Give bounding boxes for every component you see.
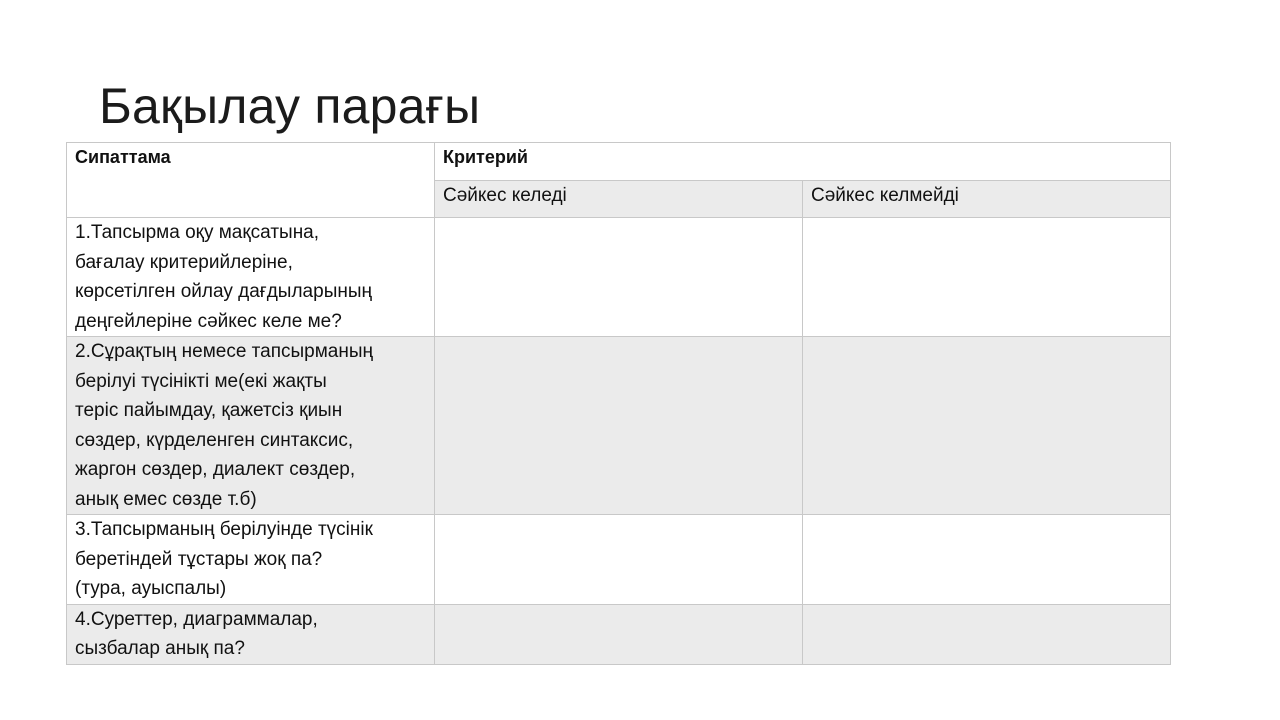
row-line: беретіндей тұстары жоқ па?	[75, 548, 323, 570]
cell-matches	[435, 604, 803, 664]
cell-not-matches	[803, 515, 1171, 605]
row-line: 1.Тапсырма оқу мақсатына,	[75, 222, 320, 243]
cell-not-matches	[803, 218, 1171, 337]
cell-not-matches	[803, 337, 1171, 515]
table-row	[67, 515, 1171, 605]
row-line: (тура, ауыспалы)	[75, 578, 227, 599]
table-row	[67, 218, 1171, 337]
row-line: сөздер, күрделенген синтаксис,	[75, 429, 354, 451]
row-line: 2.Сұрақтың немесе тапсырманың	[75, 341, 374, 362]
row-line: бағалау критерийлеріне,	[75, 251, 293, 273]
row-description	[67, 218, 435, 337]
page-title: Бақылау парағы	[99, 78, 481, 134]
cell-not-matches	[803, 604, 1171, 664]
header-matches: Сәйкес келеді	[435, 180, 803, 218]
row-line: 4.Суреттер, диаграммалар,	[75, 608, 318, 630]
row-description	[67, 337, 435, 515]
row-line: теріс пайымдау, қажетсіз қиын	[75, 400, 343, 421]
table-row	[67, 337, 1171, 515]
row-line: анық емес сөзде т.б)	[75, 488, 257, 510]
row-line: сызбалар анық па?	[75, 638, 245, 659]
cell-matches	[435, 515, 803, 605]
header-criteria: Критерий	[435, 143, 1171, 181]
table-header-row	[67, 143, 1171, 181]
row-line: деңгейлеріне сәйкес келе ме?	[75, 310, 342, 332]
row-line: 3.Тапсырманың берілуінде түсінік	[75, 519, 373, 540]
row-line: жаргон сөздер, диалект сөздер,	[75, 459, 356, 480]
cell-matches	[435, 218, 803, 337]
header-not-matches: Сәйкес келмейді	[803, 180, 1171, 218]
row-line: көрсетілген ойлау дағдыларының	[75, 281, 372, 302]
row-line: берілуі түсінікті ме(екі жақты	[75, 370, 327, 392]
cell-matches	[435, 337, 803, 515]
row-description	[67, 604, 435, 664]
table-row	[67, 604, 1171, 664]
checklist-table	[66, 142, 1171, 665]
header-description: Сипаттама	[67, 143, 435, 218]
row-description	[67, 515, 435, 605]
